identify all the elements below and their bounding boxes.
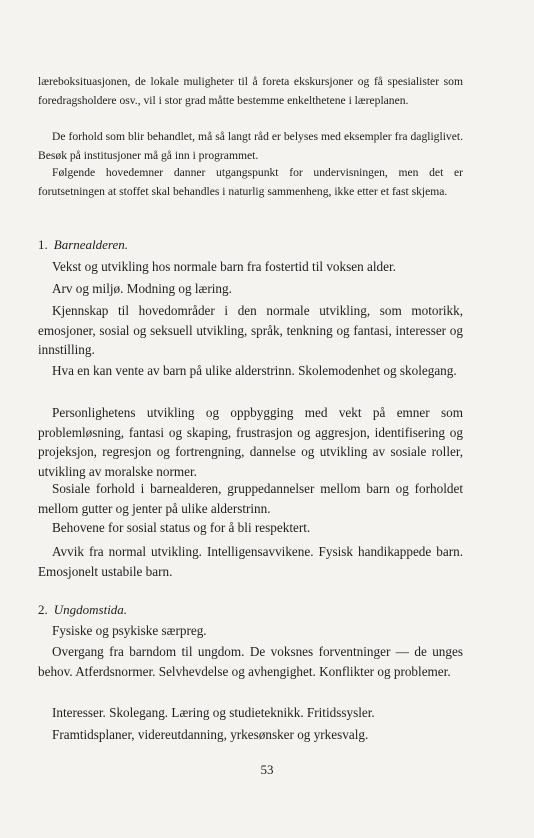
section-2-number: 2. [38, 602, 48, 617]
intro-paragraph-2: De forhold som blir behandlet, må så langt råd er belyses med eksempler fra dagliglivet. Besøk på institusjoner må gå inn i programmet. [38, 130, 463, 162]
section-1-number: 1. [38, 237, 48, 252]
section-2-item: Interesser. Skolegang. Læring og studieteknikk. Fritidssysler. [52, 705, 375, 720]
section-2-item: Fysiske og psykiske særpreg. [52, 623, 207, 638]
section-1-item: Personlighetens utvikling og oppbygging med vekt på emner som problemløsning, fantasi og skaping, frustrasjon og aggresjon, identifisering og projeksjon, regresjon og fortrengning, dannelse og utvikling av sosiale roller, utvikling av moralske normer. [38, 405, 463, 479]
section-1-heading [38, 235, 128, 254]
section-1-item: Vekst og utvikling hos normale barn fra fostertid til voksen alder. [52, 259, 396, 274]
section-1-item: Behovene for sosial status og for å bli respektert. [52, 520, 311, 535]
intro-paragraph-3: Følgende hovedemner danner utgangspunkt for undervisningen, men det er forutsetningen at stoffet skal behandles i naturlig sammenheng, ikke etter et fast skjema. [38, 166, 463, 198]
section-2-item: Framtidsplaner, videreutdanning, yrkesønsker og yrkesvalg. [52, 727, 369, 742]
page-number: 53 [260, 762, 274, 777]
section-1-item: Arv og miljø. Modning og læring. [52, 281, 232, 296]
section-2-heading [38, 600, 127, 619]
section-1-item: Avvik fra normal utvikling. Intelligensavvikene. Fysisk handikappede barn. Emosjonelt ustabile barn. [38, 544, 463, 579]
section-2-title: Ungdomstida. [53, 602, 128, 617]
section-1-item: Hva en kan vente av barn på ulike alderstrinn. Skolemodenhet og skolegang. [52, 363, 457, 378]
section-1-title: Barnealderen. [53, 237, 128, 252]
intro-paragraph-1: læreboksituasjonen, de lokale muligheter til å foreta ekskursjoner og få spesialister som foredragsholdere osv., vil i stor grad måtte bestemme enkelthetene i læreplanen. [38, 75, 463, 107]
section-1-item: Kjennskap til hovedområder i den normale utvikling, som motorikk, emosjoner, sosial og seksuell utvikling, språk, tenkning og fantasi, interesser og innstilling. [38, 303, 463, 357]
section-2-item: Overgang fra barndom til ungdom. De voksnes forventninger — de unges behov. Atferdsnormer. Selvhevdelse og avhengighet. Konflikter og problemer. [38, 644, 463, 679]
section-1-item: Sosiale forhold i barnealderen, gruppedannelser mellom barn og forholdet mellom gutter og jenter på ulike alderstrinn. [38, 481, 463, 516]
